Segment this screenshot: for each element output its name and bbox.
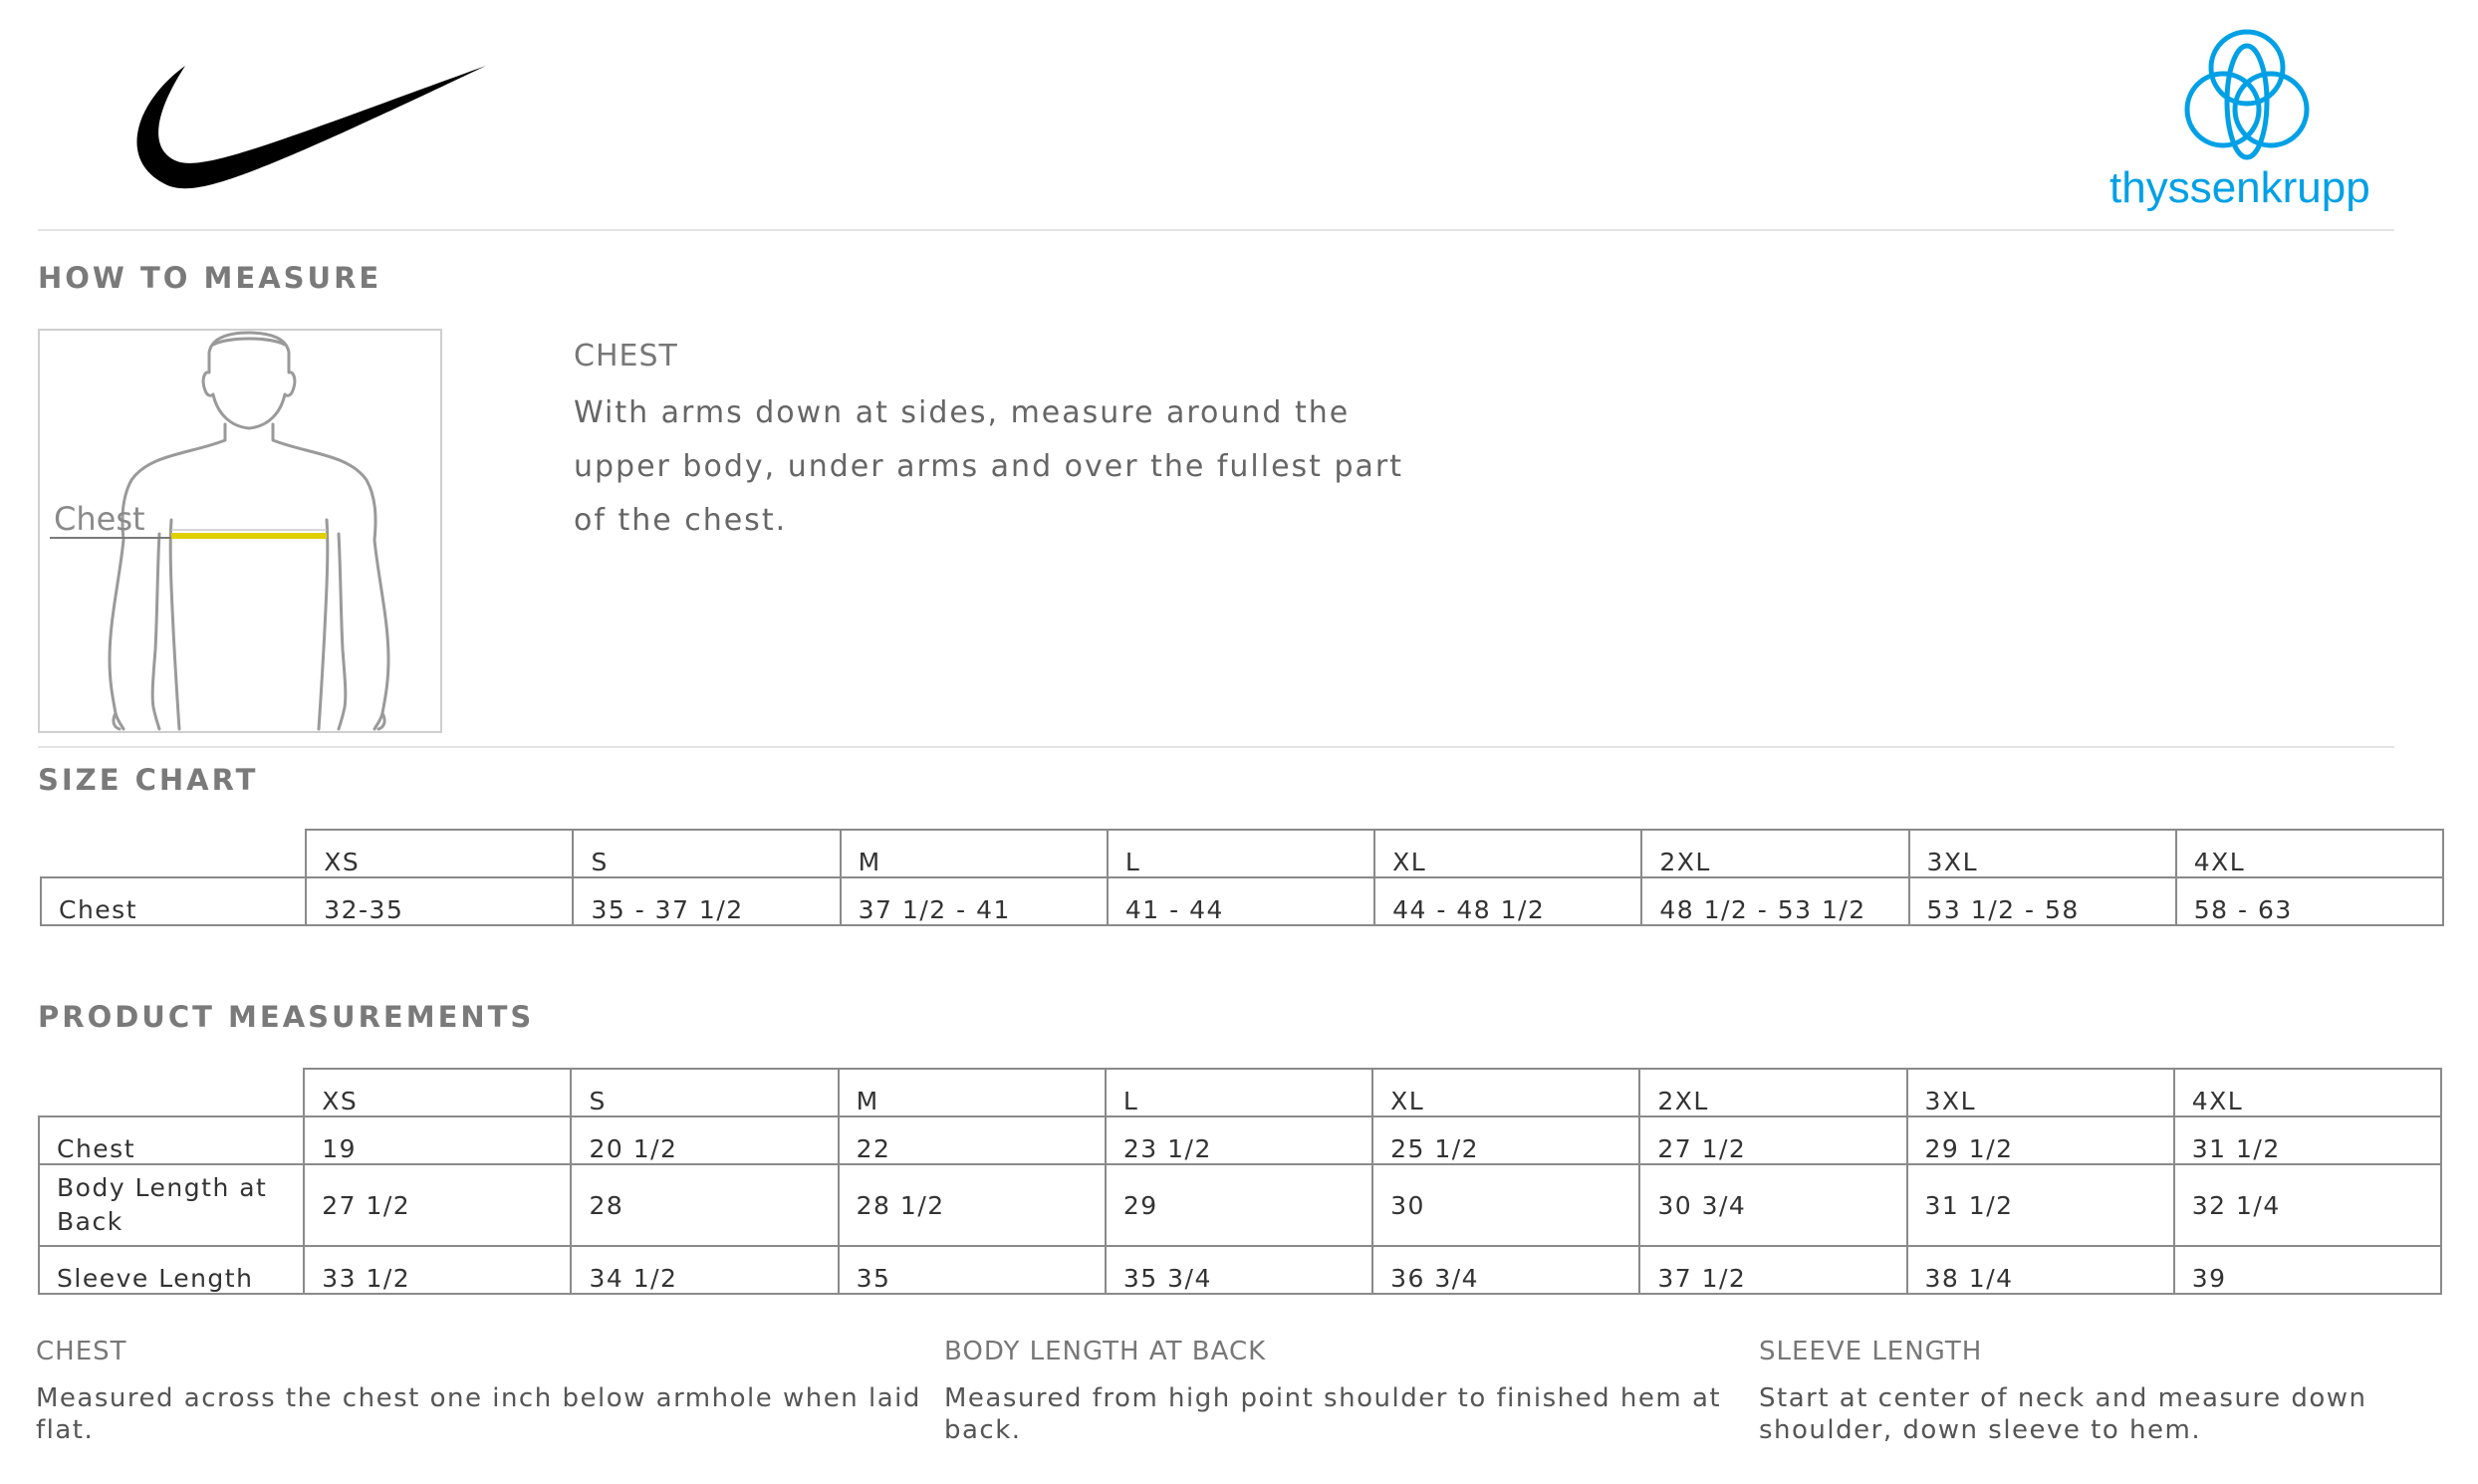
table-cell: 30: [1372, 1164, 1639, 1246]
table-cell: 31 1/2: [2174, 1116, 2441, 1164]
table-corner: [39, 1069, 304, 1116]
table-cell: 34 1/2: [571, 1246, 838, 1294]
divider-top: [38, 229, 2394, 231]
figure-chest-label: Chest: [54, 500, 145, 538]
table-cell: 35 3/4: [1106, 1246, 1372, 1294]
table-cell: 32 1/4: [2174, 1164, 2441, 1246]
table-cell: 33 1/2: [304, 1246, 571, 1294]
size-col-header: XL: [1372, 1069, 1639, 1116]
table-cell: 30 3/4: [1639, 1164, 1906, 1246]
table-row: [41, 877, 2443, 925]
divider-middle: [38, 746, 2394, 748]
note-sleeve-length-title: SLEEVE LENGTH: [1759, 1337, 1983, 1366]
size-col-header: 4XL: [2174, 1069, 2441, 1116]
table-cell: 27 1/2: [304, 1164, 571, 1246]
measure-chest-description: With arms down at sides, measure around the upper body, under arms and over the fullest part of the chest.: [574, 395, 1404, 538]
table-cell: 32-35: [306, 877, 573, 925]
size-col-header: S: [573, 830, 840, 877]
table-cell: 22: [839, 1116, 1106, 1164]
table-cell: 28 1/2: [839, 1164, 1106, 1246]
table-cell: 31 1/2: [1907, 1164, 2174, 1246]
size-col-header: XS: [306, 830, 573, 877]
table-cell: 39: [2174, 1246, 2441, 1294]
note-chest-description: Measured across the chest one inch below armhole when laid flat.: [36, 1383, 921, 1445]
row-header: Chest: [39, 1116, 304, 1164]
table-row: [39, 1116, 2441, 1164]
table-cell: 36 3/4: [1372, 1246, 1639, 1294]
size-col-header: M: [841, 830, 1108, 877]
size-col-header: XS: [304, 1069, 571, 1116]
product-header-row: [39, 1069, 2441, 1116]
size-col-header: XL: [1374, 830, 1641, 877]
size-col-header: 3XL: [1909, 830, 2176, 877]
note-sleeve-length-description: Start at center of neck and measure down shoulder, down sleeve to hem.: [1759, 1383, 2367, 1445]
note-body-length-description: Measured from high point shoulder to finished hem at back.: [944, 1383, 1722, 1445]
size-col-header: 4XL: [2176, 830, 2443, 877]
table-cell: 29 1/2: [1907, 1116, 2174, 1164]
measure-chest-title: CHEST: [574, 339, 678, 373]
size-col-header: 2XL: [1639, 1069, 1906, 1116]
product-measurements-title: PRODUCT MEASUREMENTS: [38, 1000, 535, 1034]
product-measurements-table: [38, 1068, 2442, 1295]
size-chart-table: [40, 829, 2444, 926]
row-header: Body Length at Back: [39, 1164, 304, 1246]
size-chart-header-row: [41, 830, 2443, 877]
table-cell: 44 - 48 1/2: [1374, 877, 1641, 925]
table-row: [39, 1164, 2441, 1246]
size-col-header: L: [1106, 1069, 1372, 1116]
note-chest-title: CHEST: [36, 1337, 127, 1366]
table-cell: 37 1/2: [1639, 1246, 1906, 1294]
table-cell: 41 - 44: [1108, 877, 1374, 925]
table-cell: 38 1/4: [1907, 1246, 2174, 1294]
table-cell: 48 1/2 - 53 1/2: [1641, 877, 1908, 925]
swoosh-logo-icon: [127, 62, 486, 191]
table-cell: 25 1/2: [1372, 1116, 1639, 1164]
table-cell: 23 1/2: [1106, 1116, 1372, 1164]
row-header: Sleeve Length: [39, 1246, 304, 1294]
table-cell: 53 1/2 - 58: [1909, 877, 2176, 925]
how-to-measure-title: HOW TO MEASURE: [38, 261, 382, 295]
size-col-header: L: [1108, 830, 1374, 877]
table-cell: 19: [304, 1116, 571, 1164]
body-figure: [38, 329, 442, 733]
note-body-length-title: BODY LENGTH AT BACK: [944, 1337, 1267, 1366]
size-col-header: 3XL: [1907, 1069, 2174, 1116]
table-cell: 29: [1106, 1164, 1372, 1246]
size-col-header: S: [571, 1069, 838, 1116]
rings-logo-icon: [2167, 18, 2327, 167]
table-cell: 27 1/2: [1639, 1116, 1906, 1164]
table-cell: 35: [839, 1246, 1106, 1294]
brand-wordmark: thyssenkrupp: [2109, 163, 2370, 212]
table-cell: 20 1/2: [571, 1116, 838, 1164]
table-cell: 35 - 37 1/2: [573, 877, 840, 925]
size-col-header: M: [839, 1069, 1106, 1116]
size-col-header: 2XL: [1641, 830, 1908, 877]
table-row: [39, 1246, 2441, 1294]
size-chart-title: SIZE CHART: [38, 763, 259, 797]
table-cell: 28: [571, 1164, 838, 1246]
row-header: Chest: [41, 877, 306, 925]
table-corner: [41, 830, 306, 877]
table-cell: 37 1/2 - 41: [841, 877, 1108, 925]
table-cell: 58 - 63: [2176, 877, 2443, 925]
